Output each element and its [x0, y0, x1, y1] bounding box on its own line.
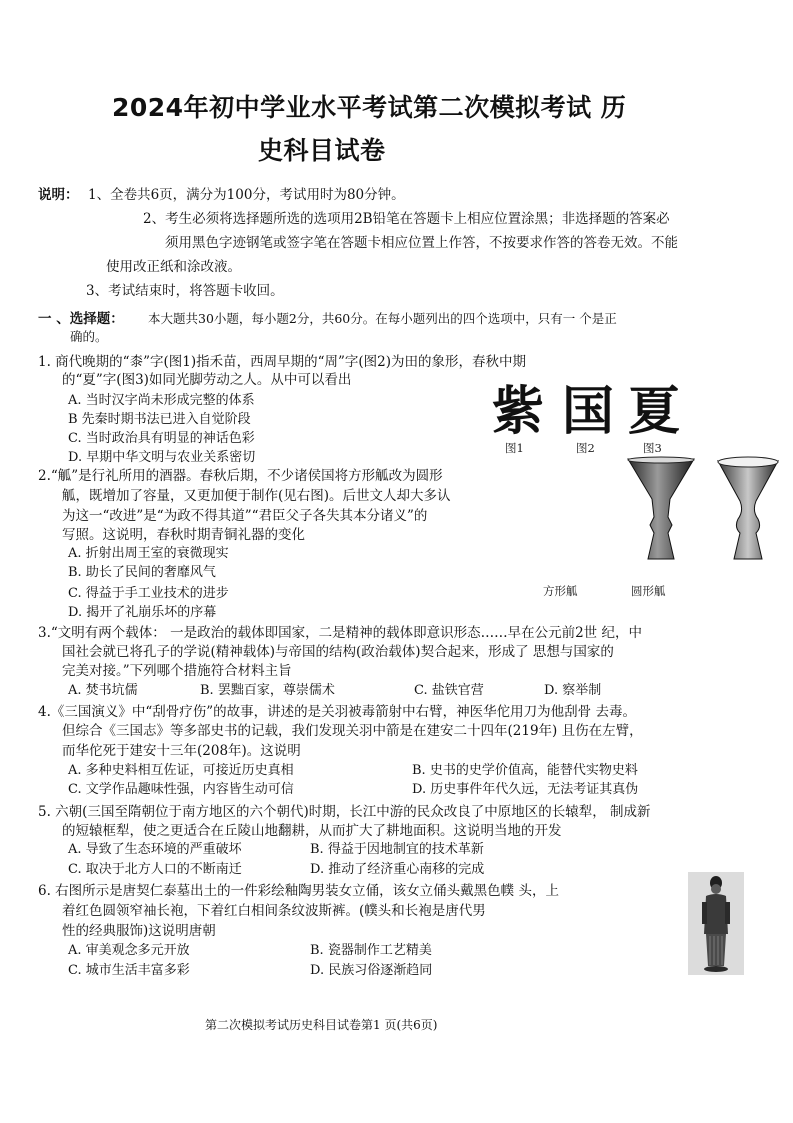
q6-option-a: A. 审美观念多元开放: [68, 943, 190, 958]
q1-option-d: D. 早期中华文明与农业关系密切: [68, 450, 256, 465]
q2-option-d: D. 揭开了礼崩乐坏的序幕: [68, 605, 217, 620]
q3-stem-cont1: 国社会就已将孔子的学说(精神载体)与帝国的结构(政治载体)契合起来，形成了 思想与国家的: [62, 644, 614, 660]
q1-option-b: B 先秦时期书法已进入自觉阶段: [68, 412, 251, 427]
q3-option-c: C. 盐铁官营: [414, 683, 484, 698]
exam-title-line1: 2024年初中学业水平考试第二次模拟考试 历: [112, 93, 627, 122]
figure3-glyph: 夏: [628, 381, 681, 442]
instruction-item-2-line1: 2、考生必须将选择题所选的选项用2B铅笔在答题卡上相应位置涂黑；非选择题的答案必: [143, 211, 670, 227]
q4-option-a: A. 多种史料相互佐证，可接近历史真相: [68, 763, 294, 778]
q2-option-a: A. 折射出周王室的衰微现实: [68, 546, 229, 561]
exam-title-line2: 史科目试卷: [258, 136, 386, 165]
section-description: 本大题共30小题，每小题2分，共60分。在每小题列出的四个选项中，只有一 个是正: [148, 311, 617, 326]
figure3-caption: 图3: [643, 441, 662, 455]
square-gu-vessel-image: [622, 455, 700, 565]
section-heading: 一 、选择题：: [38, 311, 124, 327]
figure2-caption: 图2: [576, 441, 595, 455]
section-description-cont: 确的。: [70, 329, 108, 344]
q2-option-b: B. 助长了民间的奢靡风气: [68, 565, 216, 580]
q6-option-c: C. 城市生活丰富多彩: [68, 963, 190, 978]
round-gu-vessel-image: [712, 455, 784, 565]
instruction-item-3: 3、考试结束时，将答题卡收回。: [86, 283, 284, 299]
q5-option-b: B. 得益于因地制宜的技术革新: [310, 842, 484, 857]
instruction-item-1: 1、全卷共6页，满分为100分，考试用时为80分钟。: [88, 187, 405, 203]
q3-option-a: A. 焚书坑儒: [68, 683, 138, 698]
instruction-item-2-line3: 使用改正纸和涂改液。: [106, 259, 241, 275]
q2-stem-cont2: 为这一“改进”是“为政不得其道”“君臣父子各失其本分诸义”的: [62, 508, 428, 524]
q5-option-d: D. 推动了经济重心南移的完成: [310, 862, 485, 877]
q3-option-d: D. 察举制: [544, 683, 602, 698]
q6-stem-cont1: 着红色圆领窄袖长袍，下着红白相间条纹波斯裤。(幞头和长袍是唐代男: [62, 903, 486, 919]
figure1-caption: 图1: [505, 441, 524, 455]
figure1-glyph: 紫: [492, 381, 545, 442]
q6-option-b: B. 瓷器制作工艺精美: [310, 943, 432, 958]
q6-stem: 6. 右图所示是唐契仁泰墓出土的一件彩绘釉陶男装女立俑，该女立俑头戴黑色幞 头，上: [38, 883, 559, 899]
q5-option-a: A. 导致了生态环境的严重破坏: [68, 842, 242, 857]
figure2-glyph: 国: [562, 381, 615, 442]
q4-option-d: D. 历史事件年代久远，无法考证其真伪: [412, 782, 639, 797]
q2-stem-cont1: 觚，既增加了容量，又更加便于制作(见右图)。后世文人却大多认: [62, 488, 451, 504]
instruction-item-2-line2: 须用黑色字迹钢笔或签字笔在答题卡相应位置上作答，不按要求作答的答卷无效。不能: [165, 235, 678, 251]
tang-figurine-image: [688, 872, 744, 975]
q3-stem-cont2: 完美对接。”下列哪个措施符合材料主旨: [62, 663, 292, 679]
q5-stem: 5. 六朝(三国至隋朝位于南方地区的六个朝代)时期，长江中游的民众改良了中原地区的长辕犁， 制成新: [38, 804, 651, 820]
q2-stem-cont3: 写照。这说明，春秋时期青铜礼器的变化: [62, 527, 305, 543]
square-gu-caption: 方形觚: [543, 584, 578, 598]
q4-option-c: C. 文学作品趣味性强，内容皆生动可信: [68, 782, 294, 797]
q2-stem: 2.“觚”是行礼所用的酒器。春秋后期，不少诸侯国将方形觚改为圆形: [38, 468, 443, 484]
q4-option-b: B. 史书的史学价值高，能替代实物史料: [412, 763, 638, 778]
q5-stem-cont: 的短辕框犁，使之更适合在丘陵山地翻耕，从而扩大了耕地面积。这说明当地的开发: [62, 823, 562, 839]
page-footer: 第二次模拟考试历史科目试卷第1 页(共6页): [205, 1018, 438, 1032]
q1-stem: 1. 商代晚期的“桼”字(图1)指禾苗，西周早期的“周”字(图2)为田的象形，春秋中期: [38, 354, 527, 370]
q4-stem: 4.《三国演义》中“刮骨疗伤”的故事，讲述的是关羽被毒箭射中右臂，神医华佗用刀为他刮骨 去毒。: [38, 704, 636, 720]
round-gu-caption: 圆形觚: [631, 584, 666, 598]
q2-option-c: C. 得益于手工业技术的进步: [68, 586, 229, 601]
q4-stem-cont1: 但综合《三国志》等多部史书的记载，我们发现关羽中箭是在建安二十四年(219年) 且伤在左臂，: [62, 723, 643, 739]
q1-option-a: A. 当时汉字尚未形成完整的体系: [68, 393, 255, 408]
q3-option-b: B. 罢黜百家，尊崇儒术: [200, 683, 335, 698]
q6-option-d: D. 民族习俗逐渐趋同: [310, 963, 433, 978]
q4-stem-cont2: 而华佗死于建安十三年(208年)。这说明: [62, 743, 301, 759]
q6-stem-cont2: 性的经典服饰)这说明唐朝: [62, 923, 216, 939]
q3-stem: 3.“文明有两个载体： 一是政治的载体即国家，二是精神的载体即意识形态……早在公元前2世 纪，中: [38, 625, 642, 641]
q1-stem-cont: 的“夏”字(图3)如同光脚劳动之人。从中可以看出: [62, 372, 352, 388]
q1-option-c: C. 当时政治具有明显的神话色彩: [68, 431, 255, 446]
instructions-label: 说明：: [38, 187, 79, 203]
q5-option-c: C. 取决于北方人口的不断南迁: [68, 862, 242, 877]
